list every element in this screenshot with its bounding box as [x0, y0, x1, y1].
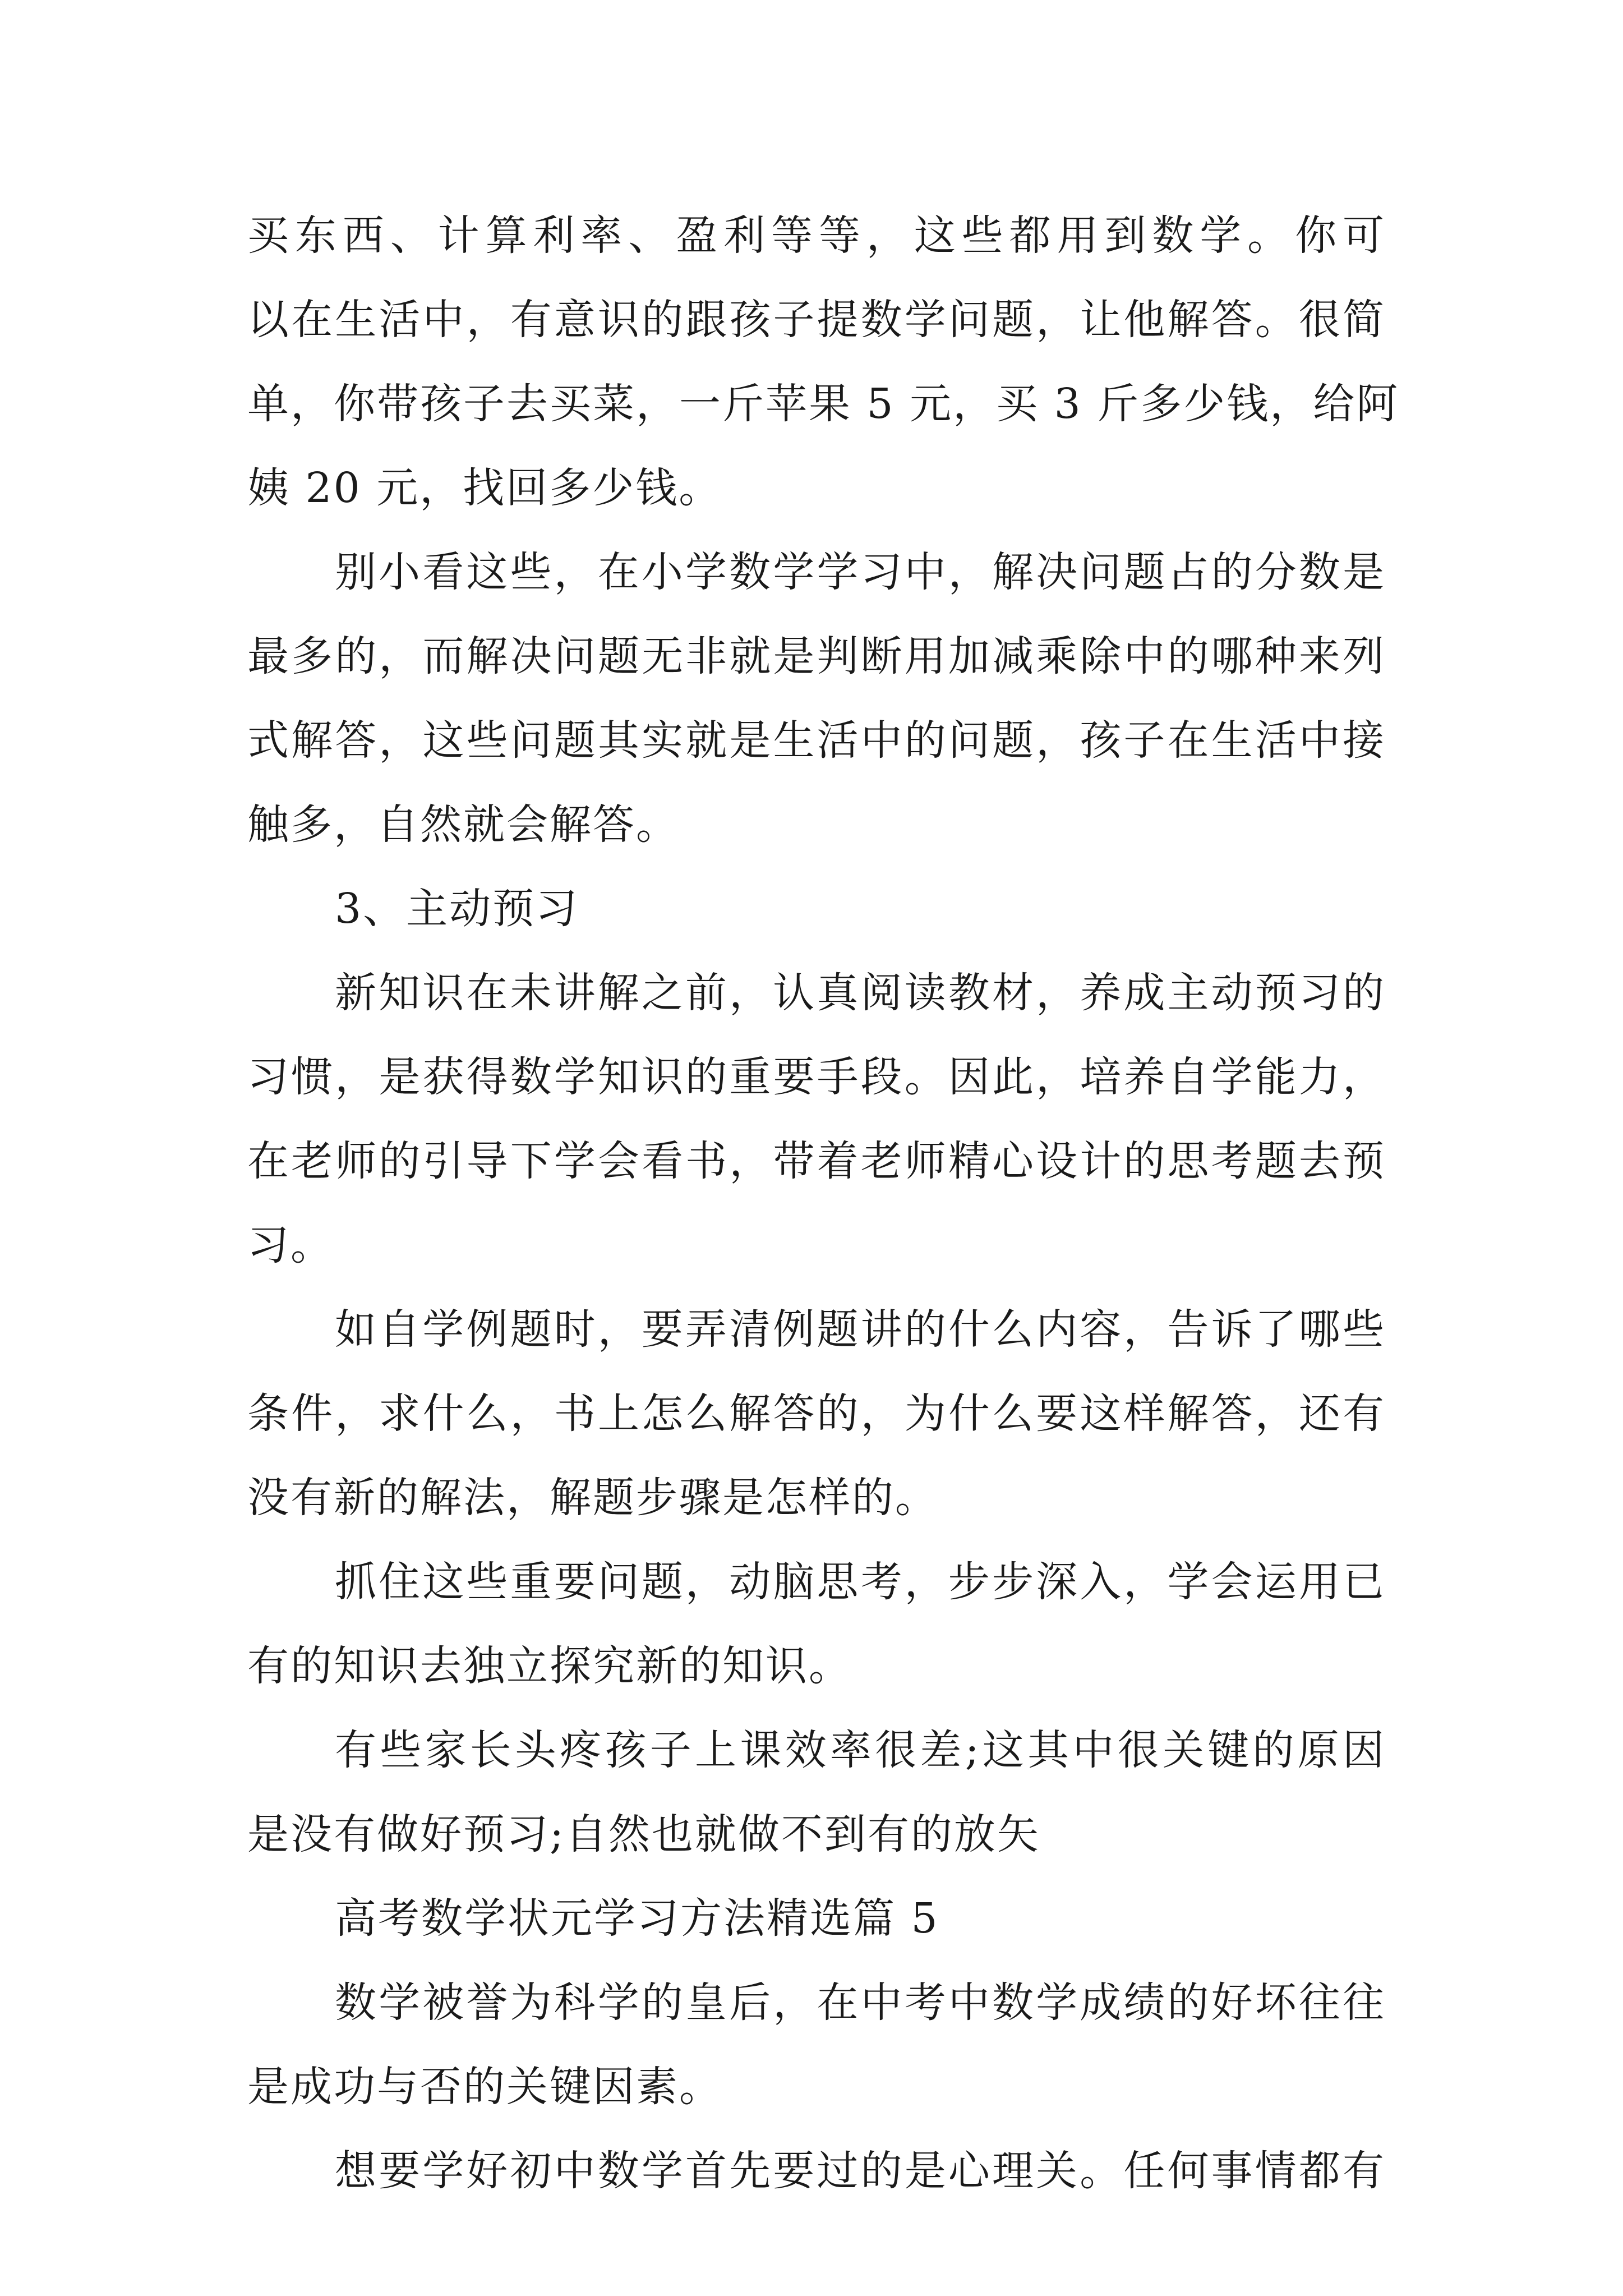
text-line: 姨 20 元，找回多少钱。 — [247, 464, 722, 512]
text-line: 在老师的引导下学会看书，带着老师精心设计的思考题去预 — [247, 1137, 1386, 1185]
text-line: 想要学好初中数学首先要过的是心理关。任何事情都有 — [335, 2147, 1386, 2195]
text-line: 触多，自然就会解答。 — [247, 800, 679, 849]
text-line: 条件，求什么，书上怎么解答的，为什么要这样解答，还有 — [247, 1389, 1386, 1438]
text-line: 有些家长头疼孩子上课效率很差;这其中很关键的原因 — [335, 1726, 1386, 1774]
paragraph-problem-solving — [247, 530, 1386, 867]
text-line: 是成功与否的关键因素。 — [247, 2063, 722, 2111]
paragraph-self-study-examples — [247, 1287, 1386, 1540]
text-line: 习惯，是获得数学知识的重要手段。因此，培养自学能力， — [247, 1053, 1386, 1101]
text-line: 式解答，这些问题其实就是生活中的问题，孩子在生活中接 — [247, 716, 1386, 765]
text-line: 3、主动预习 — [335, 885, 579, 933]
section-heading-part-5 — [247, 1876, 1386, 1961]
text-line: 数学被誉为科学的皇后，在中考中数学成绩的好坏往往 — [335, 1978, 1386, 2027]
paragraph-parent-concerns — [247, 1708, 1386, 1876]
text-line: 抓住这些重要问题，动脑思考，步步深入，学会运用已 — [335, 1558, 1386, 1606]
text-line: 没有新的解法，解题步骤是怎样的。 — [247, 1474, 938, 1522]
document-body — [247, 194, 1400, 2213]
paragraph-math-queen-of-science — [247, 1961, 1386, 2129]
paragraph-active-preview — [247, 951, 1386, 1287]
text-line: 有的知识去独立探究新的知识。 — [247, 1642, 852, 1690]
text-line: 以在生活中，有意识的跟孩子提数学问题，让他解答。很简 — [247, 296, 1386, 344]
paragraph-key-questions — [247, 1540, 1386, 1708]
text-line: 是没有做好预习;自然也就做不到有的放矢 — [247, 1810, 1040, 1858]
section-heading-preview — [247, 867, 1386, 951]
paragraph-math-in-daily-life — [247, 194, 1400, 530]
text-line: 新知识在未讲解之前，认真阅读教材，养成主动预习的 — [335, 969, 1386, 1017]
text-line: 最多的，而解决问题无非就是判断用加减乘除中的哪种来列 — [247, 632, 1386, 680]
text-line: 别小看这些，在小学数学学习中，解决问题占的分数是 — [335, 548, 1386, 596]
text-line: 买东西、计算利率、盈利等等，这些都用到数学。你可 — [247, 211, 1386, 260]
text-line: 习。 — [247, 1221, 334, 1269]
text-line: 如自学例题时，要弄清例题讲的什么内容，告诉了哪些 — [335, 1305, 1386, 1354]
text-line: 单，你带孩子去买菜，一斤苹果 5 元，买 3 斤多少钱，给阿 — [247, 380, 1400, 428]
paragraph-psychological-barrier — [247, 2129, 1386, 2213]
text-line: 高考数学状元学习方法精选篇 5 — [335, 1894, 939, 1943]
